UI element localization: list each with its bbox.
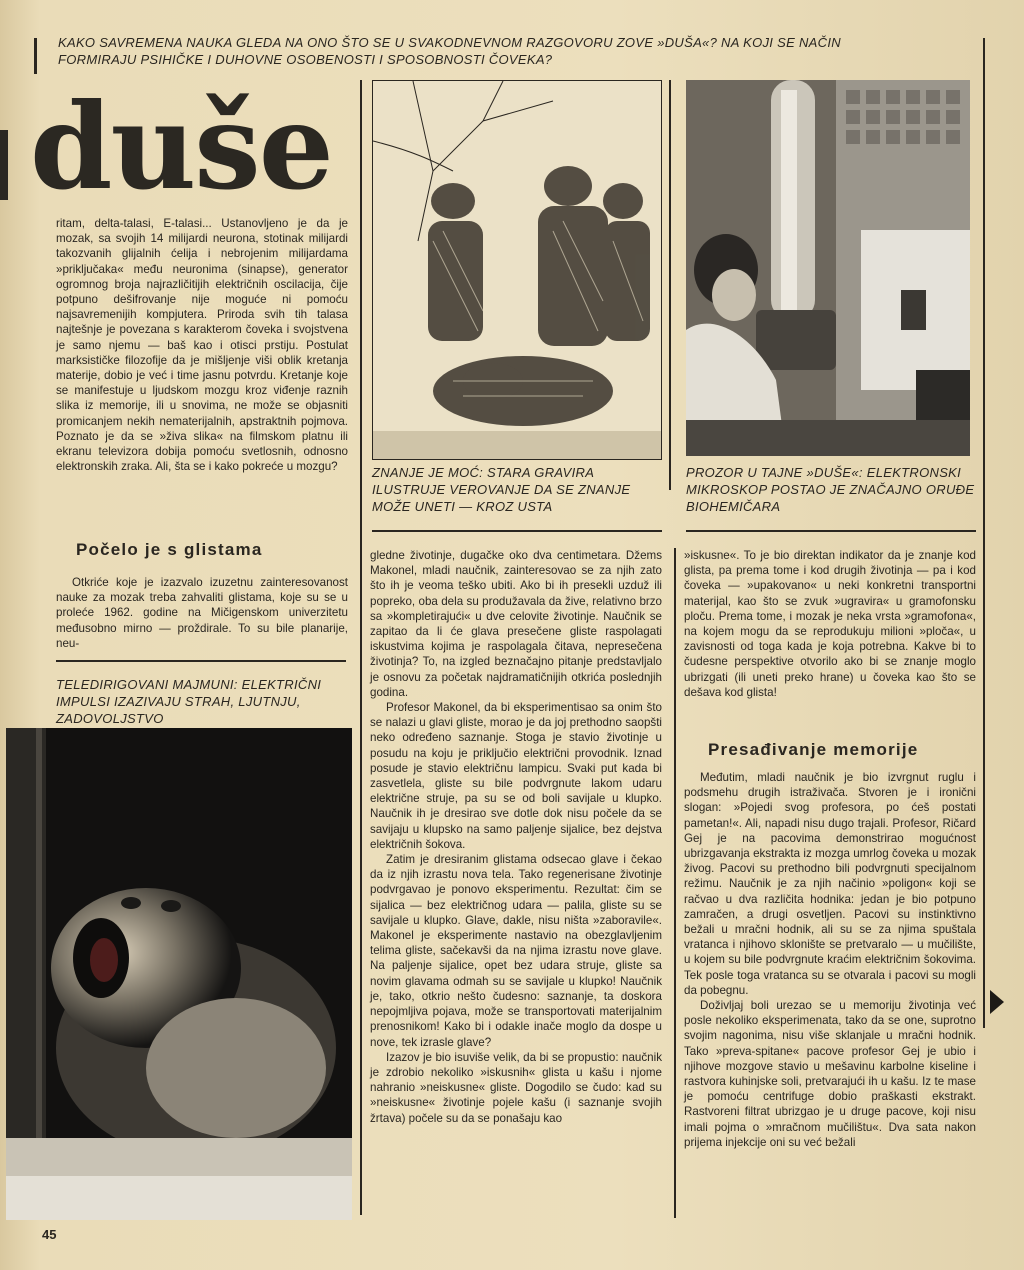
subhead-presadjivanje: Presađivanje memorije <box>708 740 919 759</box>
page-number: 45 <box>42 1227 57 1242</box>
col2-paragraph-4: Izazov je bio isuviše velik, da bi se propustio: naučnik je zdrobio nekoliko »iskusnih« glista u kašu i njome nahranio »neiskusne« gliste. Dogodilo se čudo: kad su »neiskusne« životinje pojele kašu (i saznanje svojih žrtava) počele su da se ponašaju kao <box>370 1050 662 1125</box>
article-header <box>58 34 988 68</box>
header-line-1: KAKO SAVREMENA NAUKA GLEDA NA ONO ŠTO SE U SVAKODNEVNOM RAZGOVORU ZOVE »DUŠA«? NA KOJI SE NAČIN <box>58 35 841 50</box>
header-rule <box>34 38 37 74</box>
col3-paragraph-2: Međutim, mladi naučnik je bio izvrgnut ruglu i podsmehu drugih istraživača. Stvoren je i ironični slogan: »Pojedi svog profesora, po ćeš postati pametan!«. Ali, napadi nisu dugo trajali. Profesor, Ričard Gej je na pacovima demonstrirao mogućnost ubrizgavanja ekstrakta iz mozga umrlog čoveka u mozak živog. Pacovi su prethodno bili podvrgnuti specijalnom režimu. Naučnik je za njih načinio »poligon« koji se račvao u dva različita hodnika: jedan je bio potpuno zamračen, a drugi osvetljen. Pacovi su instinktivno bežali u mračni hodnik, ali su se za njima spuštala vratanca i njihovo sklonište se pretvaralo — u mučilište, u kojem su bile podvrgnute kraćim električnim šokovima. Tek posle toga vratanca su se otvarala i pacovi su mogli da pobegnu. <box>684 771 976 997</box>
subhead-pocelo: Počelo je s glistama <box>76 540 263 559</box>
continue-arrow-icon <box>990 990 1004 1014</box>
microscope-photo <box>686 80 970 456</box>
article-title: duše <box>30 77 332 216</box>
column-divider-1 <box>360 80 362 1215</box>
microscope-caption: PROZOR U TAJNE »DUŠE«: ELEKTRONSKI MIKROSKOP POSTAO JE ZNAČAJNO ORUĐE BIOHEMIČARA <box>686 465 975 514</box>
title-edge-fragment <box>0 130 8 200</box>
engraving-caption: ZNANJE JE MOĆ: STARA GRAVIRA ILUSTRUJE VEROVANJE DA SE ZNANJE MOŽE UNETI — KROZ USTA <box>372 465 631 514</box>
column-1-continued <box>56 575 348 651</box>
microscope-caption-rule <box>686 530 976 532</box>
monkey-caption: TELEDIRIGOVANI MAJMUNI: ELEKTRIČNI IMPULSI IZAZIVAJU STRAH, LJUTNJU, ZADOVOLJSTVO <box>56 677 322 726</box>
column-divider-2-top <box>669 80 671 490</box>
caption-rule <box>56 660 346 662</box>
column-1-text <box>56 216 348 474</box>
col2-paragraph-3: Zatim je dresiranim glistama odsecao glave i čekao da iz njih izrastu nova tela. Tako regenerisane životinje podvrgavao je ponovo eksperimentu. Rezultat: čim se sijalica — bez električnog udara — palila, gliste su se savijale u klupko. Glave, dakle, nisu ništa »zaboravile«. Makonel je eksperimente nastavio na obezglavljenim telima gliste, sačekavši da na njima izrastu nove glave. Na paljenje sijalice, opet bez udara struje, gliste sa novim glavama odmah su se savijale u klupko! Naučnik je, tako, otkrio nešto čudesno: saznanje, ta doskora nepojmljiva pojava, može se transportovati materijalnim prenosnikom! Kako bi i odakle inače moglo da dospe u nove, tek izrasle glave? <box>370 853 662 1049</box>
column-3-text <box>684 548 976 700</box>
engraving-caption-rule <box>372 530 662 532</box>
col1-intro-paragraph: ritam, delta-talasi, E-talasi... Ustanovljeno je da je mozak, sa svojih 14 milijardi neurona, stotinak milijardi takozvanih glijalnih ćelija i nebrojenim milijardama »priključaka« među neuronima (sinapse), generator ogromnog broja najrazličitijih električnih oscilacija, čije potpuno dešifrovanje nije moguće ni pomoću najsavremenijih kompjutera. Priroda svih tih talasa najtešnje je povezana s karakterom čoveka i svojstvena je samo njemu — baš kao i otisci prstiju. Postulat marksističke filozofije da je mišljenje viši oblik kretanja materije, dobio je već i time jasnu potvrdu. Kretanje koje se manifestuje u ljudskom mozgu kroz viđenje raznih slika iz memorije, ili u snovima, ne može se objasniti promicanjem nekih nematerijalnih, apstraktnih pojmova. Poznato je da se »živa slika« na filmskom platnu ili ekranu televizora dobija pomoću svetlosnih, odnosno elektronskih zraka. Ali, šta se i kako pokreće u mozgu? <box>56 217 348 474</box>
header-line-2: FORMIRAJU PSIHIČKE I DUHOVNE OSOBENOSTI I SPOSOBNOSTI ČOVEKA? <box>58 52 553 67</box>
right-margin-rule <box>983 38 985 1028</box>
col2-paragraph-2: Profesor Makonel, da bi eksperimentisao sa onim što se nalazi u glavi gliste, morao je da joj prethodno saopšti neko određeno saznanje. Stoga je stavio životinje u posudu na koju je priključio električni provodnik. Iznad posude je stavio električnu lampicu. Svaki put kada bi zasvetlela, gliste su bile podvrgnute lakom udaru električne struje, pa su se od boli savijale u klupko. Naučnik ih je dresirao sve dotle dok nisu počele da se savijaju u klupsko na samo paljenje sijalice, bez dejstva električnih šokova. <box>370 701 662 851</box>
col1-paragraph: Otkriće koje je izazvalo izuzetnu zainteresovanost nauke za mozak treba zahvaliti glistama, koje su se u proleće 1962. godine na Mičigenskom univerzitetu međusobno mirno — proždirale. To su bile planarije, neu- <box>56 576 348 650</box>
col3-paragraph-1: »iskusne«. To je bio direktan indikator da je znanje kod glista, pa prema tome i kod drugih životinja — pa i kod čoveka — »upakovano« u neki konkretni transportni materijal, kao što se zvuk »ugravira« u gramofonsku ploču. Prema tome, i mozak je neka vrsta »gramofona«, na kojem mogu da se reprodukuju milioni »ploča«, u zavisnosti od toga kada je koja potrebna. Kakve bi to čudesne perspektive otvorilo ako bi se znanje moglo ubrizgati (ili uneti preko hrane) u čoveka kao što se dešava kod glista! <box>684 549 976 699</box>
column-divider-2 <box>674 548 676 1218</box>
col2-paragraph-1: gledne životinje, dugačke oko dva centimetara. Džems Makonel, mladi naučnik, zainteresovao se za njih zato što ih je veoma teško ubiti. Ako bi ih presekli uzduž ili popreko, oba dela su produžavala da žive, relativno brzo sa »kompletirajući« u dve celovite životinje. Naučnik se zapitao da li će glava presečene gliste raspolagati iskustvima kojima je raspolagala čitava, nepresečena životinja? To, na izgled beznačajno pitanje predstavljalo je osnovu za početak najdramatičnijih otkrića poslednjih godina. <box>370 549 662 699</box>
col3-paragraph-3: Doživljaj boli urezao se u memoriju životinja već posle nekoliko eksperimenata, tako da se one, suprotno svojim nagonima, nisu više sklanjale u mračni hodnik. Tako »preva-spitane« pacove profesor Gej je ubio i njihove mozgove stavio u mešavinu karbolne kiseline i rastvora kuhinjske soli, pretvarajući ih u kašu. Iz te mase je pomoću centrifuge dobio praškasti ekstrakt. Rastvoreni filtrat ubrizgao je u druge pacove, koji nisu imali pojma o »mračnom mučilištu«. Dva sata nakon prijema injekcije oni su već bežali <box>684 999 976 1149</box>
engraving-image <box>372 80 662 460</box>
column-3-continued <box>684 770 976 1150</box>
monkey-photo <box>6 728 352 1220</box>
column-2-text <box>370 548 662 1126</box>
